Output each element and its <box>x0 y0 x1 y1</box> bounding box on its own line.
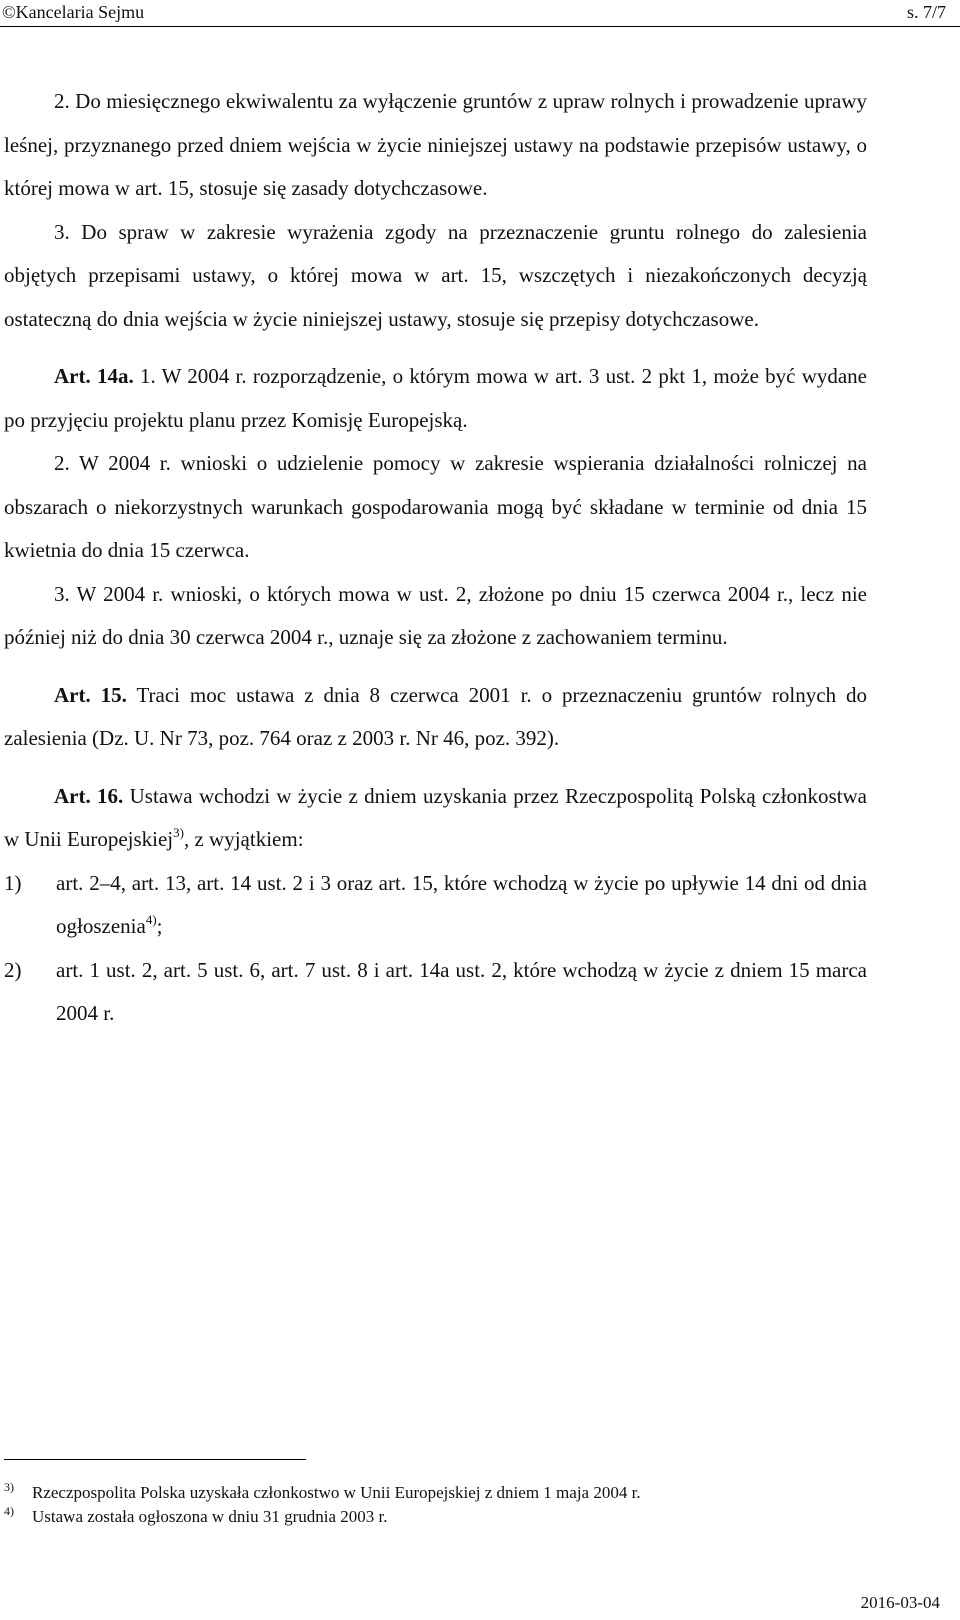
art-14a-label: Art. 14a. <box>54 364 134 388</box>
footnote-ref-3[interactable]: 3) <box>173 825 184 840</box>
page-number: s. 7/7 <box>906 2 946 22</box>
page-header <box>0 0 960 30</box>
art-14a-paragraph-1 <box>4 355 867 442</box>
art-16-text-end: , z wyjątkiem: <box>183 827 304 851</box>
paragraph-3: 3. Do spraw w zakresie wyrażenia zgody na przeznaczenie gruntu rolnego do zalesienia objętych przepisami ustawy, o której mowa w art. 15, wszczętych i niezakończonych decyzją ostateczną do dnia wejścia w życie niniejszej ustawy, stosuje się przepisy dotychczasowe. <box>4 219 867 331</box>
footnote-divider <box>4 1459 306 1460</box>
art-15-paragraph <box>4 674 867 761</box>
list-item-tail: ; <box>156 914 163 938</box>
document-body <box>4 80 867 1036</box>
footnote-4 <box>4 1505 884 1529</box>
list-item <box>4 949 867 1036</box>
header-source: ©Kancelaria Sejmu <box>2 2 145 22</box>
footnote-ref-4[interactable]: 4) <box>145 912 157 927</box>
art-15-text: Traci moc ustawa z dnia 8 czerwca 2001 r. o przeznaczeniu gruntów rolnych do zalesienia (Dz. U. Nr 73, poz. 764 oraz z 2003 r. Nr 46, poz. 392). <box>4 682 867 750</box>
art-16-text: Ustawa wchodzi w życie z dniem uzyskania przez Rzeczpospolitą Polską członkostwa w Unii Europejskiej <box>4 783 867 851</box>
document-date: 2016-03-04 <box>860 1593 940 1612</box>
footnote-3 <box>4 1481 884 1505</box>
footnote-text: Rzeczpospolita Polska uzyskała członkostwo w Unii Europejskiej z dniem 1 maja 2004 r. <box>32 1483 641 1502</box>
art-14a-paragraph-3: 3. W 2004 r. wnioski, o których mowa w ust. 2, złożone po dniu 15 czerwca 2004 r., lecz nie później niż do dnia 30 czerwca 2004 r., uznaje się za złożone z zachowaniem terminu. <box>4 581 867 649</box>
footnotes <box>4 1481 884 1529</box>
list-item <box>4 862 867 949</box>
art-16-label: Art. 16. <box>54 783 124 808</box>
art-16-paragraph <box>4 775 867 862</box>
footnote-mark: 3) <box>4 1480 14 1494</box>
paragraph-2: 2. Do miesięcznego ekwiwalentu za wyłączenie gruntów z upraw rolnych i prowadzenie uprawy leśnej, przyznanego przed dniem wejścia w życie niniejszej ustawy na podstawie przepisów ustawy, o której mowa w art. 15, stosuje się zasady dotychczasowe. <box>4 89 867 200</box>
footnote-text: Ustawa została ogłoszona w dniu 31 grudnia 2003 r. <box>32 1507 388 1526</box>
art-14a-paragraph-2: 2. W 2004 r. wnioski o udzielenie pomocy w zakresie wspierania działalności rolniczej na obszarach o niekorzystnych warunkach gospodarowania mogą być składane w terminie od dnia 15 kwietnia do dnia 15 czerwca. <box>4 451 867 562</box>
list-item-number: 2) <box>4 957 22 982</box>
art-14a-text-1: 1. W 2004 r. rozporządzenie, o którym mowa w art. 3 ust. 2 pkt 1, może być wydane po przyjęciu projektu planu przez Komisję Europejską. <box>4 364 868 432</box>
list-item-text: art. 1 ust. 2, art. 5 ust. 6, art. 7 ust. 8 i art. 14a ust. 2, które wchodzą w życie z dniem 15 marca 2004 r. <box>56 957 867 1025</box>
footnote-mark: 4) <box>4 1504 14 1518</box>
list-item-number: 1) <box>4 870 22 895</box>
art-15-label: Art. 15. <box>54 682 127 707</box>
list-item-text: art. 2–4, art. 13, art. 14 ust. 2 i 3 oraz art. 15, które wchodzą w życie po upływie 14 dni od dnia ogłoszenia <box>56 870 867 938</box>
header-divider <box>0 26 960 27</box>
